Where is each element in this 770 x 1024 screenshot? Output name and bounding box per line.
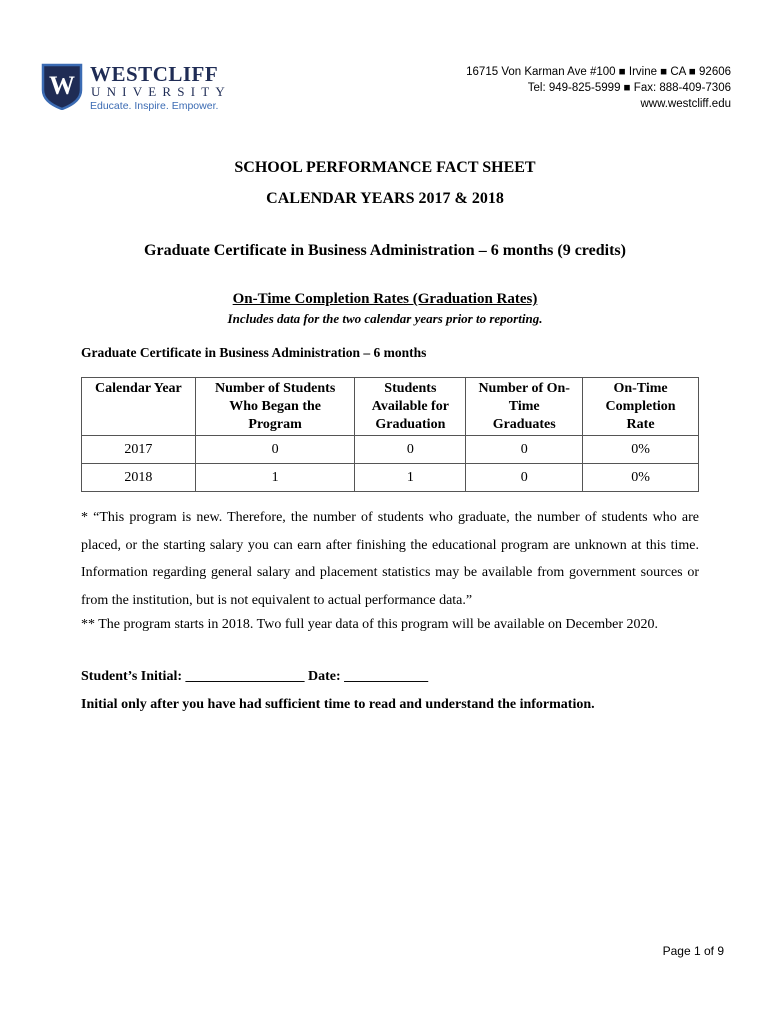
cell-year: 2017	[82, 436, 196, 464]
logo-tagline: Educate. Inspire. Empower.	[90, 100, 219, 112]
logo-subname: UNIVERSITY	[91, 84, 231, 99]
cell-year: 2018	[82, 464, 196, 492]
header-completion-rate: On-Time Completion Rate	[583, 378, 699, 436]
header-students-began: Number of Students Who Began the Program	[195, 378, 355, 436]
cell-began: 1	[195, 464, 355, 492]
university-logo	[41, 62, 231, 112]
cell-available: 0	[355, 436, 466, 464]
disclaimer-note: * “This program is new. Therefore, the number of students who graduate, the number of students who are placed, or the starting salary you can earn after finishing the educational program are unknown at this time. Information regarding general salary and placement statistics may be available from government sources or from the institution, but is not equivalent to actual performance data.”	[81, 510, 699, 608]
table-header-row	[82, 378, 699, 436]
student-initial-line: Student’s Initial: _________________ Date: ____________	[81, 669, 429, 684]
cell-rate: 0%	[583, 464, 699, 492]
website-link[interactable]: www.westcliff.edu	[640, 98, 731, 110]
page-number: Page 1 of 9	[662, 944, 724, 958]
cell-graduates: 0	[466, 464, 583, 492]
header-ontime-graduates: Number of On- Time Graduates	[466, 378, 583, 436]
cell-graduates: 0	[466, 436, 583, 464]
program-start-note: ** The program starts in 2018. Two full year data of this program will be available on December 2020.	[81, 617, 659, 632]
table-caption: Graduate Certificate in Business Administration – 6 months	[81, 345, 427, 360]
section-note: Includes data for the two calendar years prior to reporting.	[227, 311, 543, 326]
table-row	[82, 436, 699, 464]
cell-available: 1	[355, 464, 466, 492]
completion-rates-table	[81, 377, 699, 492]
shield-logo-icon	[41, 62, 83, 110]
header-calendar-year: Calendar Year	[82, 378, 196, 436]
section-title: On-Time Completion Rates (Graduation Rates)	[232, 291, 538, 307]
address-line: 16715 Von Karman Ave #100 ■ Irvine ■ CA ■ 92606	[466, 66, 731, 78]
phone-fax-line: Tel: 949-825-5999 ■ Fax: 888-409-7306	[527, 82, 731, 94]
initial-instruction: Initial only after you have had sufficient time to read and understand the information.	[81, 697, 595, 712]
table-row	[82, 464, 699, 492]
cell-rate: 0%	[583, 436, 699, 464]
logo-name: WESTCLIFF	[90, 62, 219, 86]
page-title: SCHOOL PERFORMANCE FACT SHEET	[234, 159, 536, 176]
header-students-available: Students Available for Graduation	[355, 378, 466, 436]
program-title: Graduate Certificate in Business Administration – 6 months (9 credits)	[144, 242, 626, 259]
cell-began: 0	[195, 436, 355, 464]
logo-letter: W	[49, 71, 75, 100]
contact-address	[466, 64, 731, 112]
page-subtitle: CALENDAR YEARS 2017 & 2018	[266, 190, 504, 207]
